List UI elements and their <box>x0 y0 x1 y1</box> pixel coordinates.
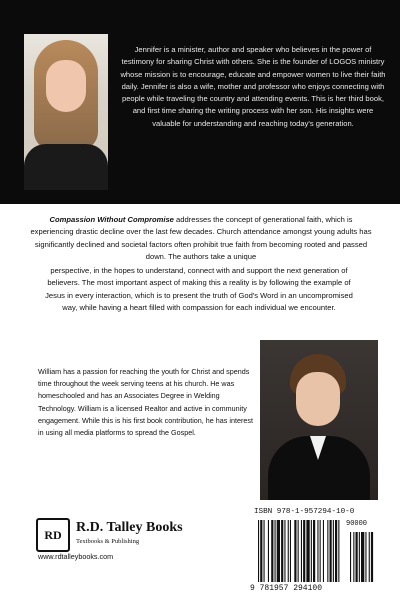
publisher-name: R.D. Talley Books <box>76 520 183 535</box>
author-photo-jennifer <box>24 34 108 190</box>
price-code: 90000 <box>346 520 368 528</box>
author-photo-william <box>260 340 378 500</box>
book-title: Compassion Without Compromise <box>49 215 174 224</box>
publisher-logo <box>36 516 216 554</box>
author-bio-william: William has a passion for reaching the youth for Christ and spends time throughout the week serving teens at his church. He was homeschooled and has an Associates Degree in Welding Technology. William is a licensed Realtor and active in community engagement. While this is his first book contribution, he has interest in using all media platforms to spread the Gospel. <box>38 367 253 438</box>
book-description-intro <box>28 214 374 264</box>
isbn-barcode <box>250 508 378 594</box>
description-intro-text: addresses the concept of generational faith, which is experiencing drastic decline over the last few decades. Church attendance amongst young adults has significantly declined and societal factors often prohibit true faith from becoming rooted and passed down. The authors take a unique <box>30 215 372 262</box>
publisher-logo-mark: RD <box>36 518 70 552</box>
ean-number: 9 781957 294100 <box>250 584 323 593</box>
barcode-bars <box>258 520 378 584</box>
publisher-website: www.rdtalleybooks.com <box>38 552 114 561</box>
isbn-text: ISBN 978-1-957294-10-0 <box>254 508 355 516</box>
author-bio-jennifer: Jennifer is a minister, author and speaker who believes in the power of testimony for sharing Christ with others. She is the founder of LOGOS ministry whose mission is to encourage, educate and empower women to live their faith daily. Jennifer is also a wife, mother and professor who enjoys connecting with people while traveling the country and attending events. This is her third book, and first time sharing the writing process with her son. His insights were valuable for understanding and reaching today's generation. <box>120 45 386 128</box>
publisher-tagline: Textbooks & Publishing <box>76 538 140 545</box>
book-description-body: perspective, in the hopes to understand, connect with and support the next generation of believers. The most important aspect of making this a reality is by following the example of Jesus in every interaction, which is to present the truth of God's Word in an uncompromised way, while having a heart filled with compassion for each individual we encounter. <box>45 266 353 313</box>
